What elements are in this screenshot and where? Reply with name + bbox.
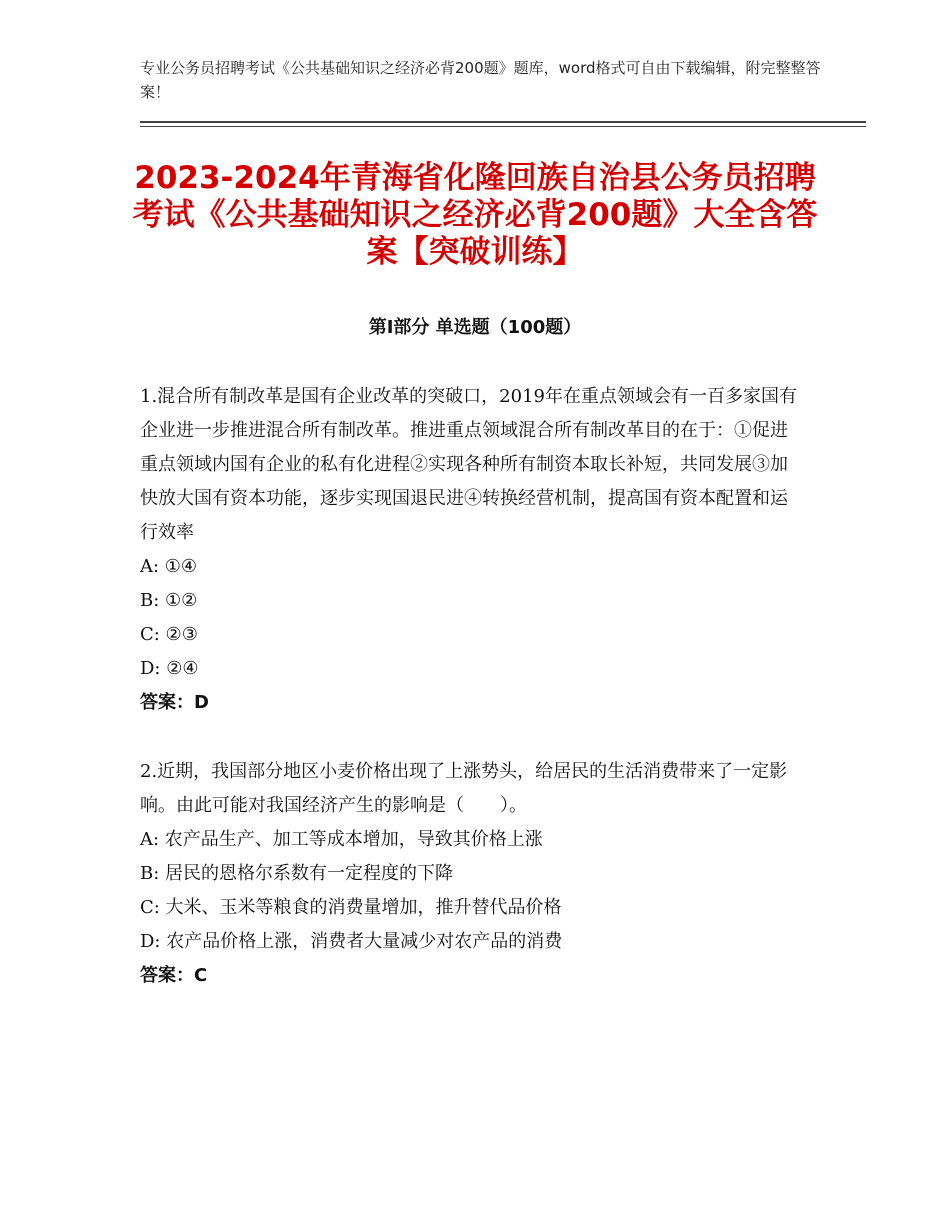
option-d: D: 农产品价格上涨，消费者大量减少对农产品的消费 — [140, 931, 563, 952]
document-title: 2023-2024年青海省化隆回族自治县公务员招聘考试《公共基础知识之经济必背200题》大全含答案【突破训练】 — [132, 160, 818, 270]
question-1 — [140, 380, 805, 720]
section-heading: 第Ⅰ部分 单选题（100题） — [368, 317, 582, 338]
option-b: B: ①② — [140, 590, 198, 611]
question-stem: 1.混合所有制改革是国有企业改革的突破口，2019年在重点领域会有一百多家国有企业进一步推进混合所有制改革。推进重点领域混合所有制改革目的在于：①促进重点领域内国有企业的私有化进程②实现各种所有制资本取长补短，共同发展③加快放大国有资本功能，逐步实现国退民进④转换经营机制，提高国有资本配置和运行效率 — [140, 386, 797, 543]
option-c: C: 大米、玉米等粮食的消费量增加，推升替代品价格 — [140, 897, 562, 918]
option-d: D: ②④ — [140, 658, 199, 679]
option-a: A: 农产品生产、加工等成本增加，导致其价格上涨 — [140, 829, 543, 850]
answer-label: 答案：D — [140, 692, 209, 713]
header-note: 专业公务员招聘考试《公共基础知识之经济必背200题》题库，word格式可自由下载编辑，附完整整答案！ — [140, 59, 821, 101]
question-2 — [140, 755, 805, 993]
header-divider-thin — [140, 126, 866, 127]
option-a: A: ①④ — [140, 556, 198, 577]
option-c: C: ②③ — [140, 624, 198, 645]
question-stem: 2.近期，我国部分地区小麦价格出现了上涨势头，给居民的生活消费带来了一定影响。由此可能对我国经济产生的影响是（ ）。 — [140, 761, 788, 816]
answer-label: 答案：C — [140, 965, 208, 986]
header-divider-thick — [140, 121, 866, 123]
option-b: B: 居民的恩格尔系数有一定程度的下降 — [140, 863, 454, 884]
